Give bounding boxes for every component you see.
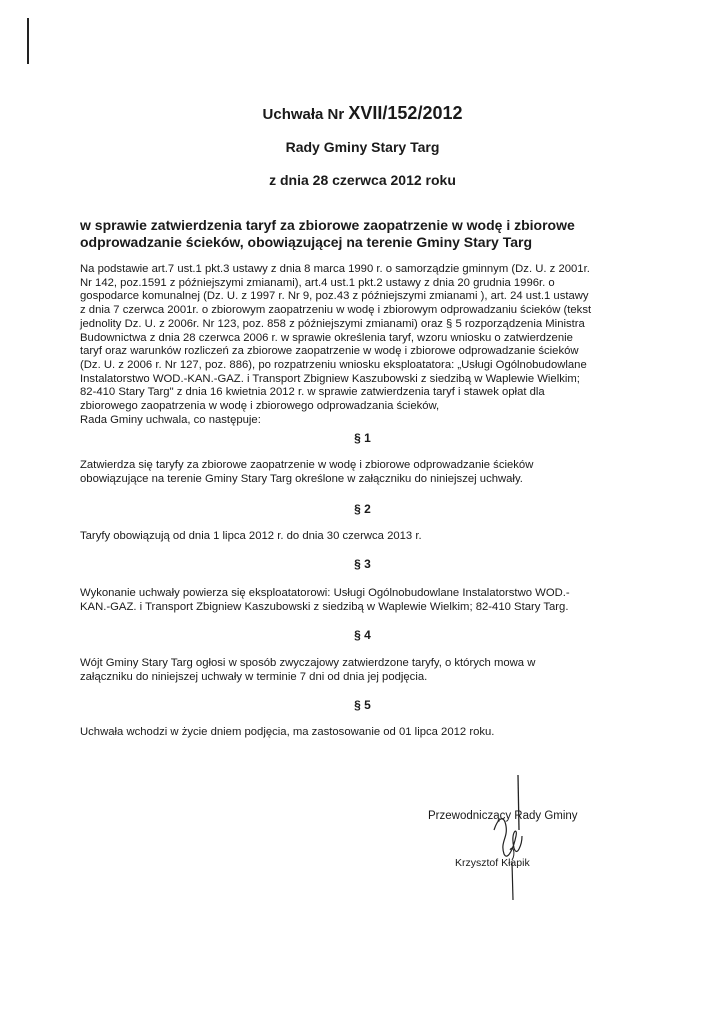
section-line: Wójt Gminy Stary Targ ogłosi w sposób zwyczajowy zatwierdzone taryfy, o których mowa w	[80, 657, 536, 669]
signature-title: Przewodniczący Rady Gminy	[428, 810, 578, 822]
section-line: załączniku do niniejszej uchwały w terminie 7 dni od dnia jej podjęcia.	[80, 670, 428, 683]
preamble-line: Na podstawie art.7 ust.1 pkt.3 ustawy z dnia 8 marca 1990 r. o samorządzie gminnym (Dz. U. z 2001r.	[80, 263, 590, 275]
resolution-date: z dnia 28 czerwca 2012 roku	[269, 172, 456, 188]
handwritten-signature	[470, 770, 550, 910]
council-name: Rady Gminy Stary Targ	[285, 139, 440, 155]
section-5-text	[80, 726, 636, 740]
section-line: Zatwierdza się taryfy za zbiorowe zaopatrzenie w wodę i zbiorowe odprowadzanie ścieków	[80, 459, 534, 471]
section-2-label: § 2	[354, 502, 371, 516]
preamble-line: Instalatorstwo WOD.-KAN.-GAZ. i Transport Zbigniew Kaszubowski z siedzibą w Waplewie Wielkim;	[80, 372, 580, 385]
title-prefix: Uchwała Nr	[262, 106, 345, 123]
section-line: Taryfy obowiązują od dnia 1 lipca 2012 r. do dnia 30 czerwca 2013 r.	[80, 530, 422, 542]
preamble-line: Budownictwa z dnia 28 czerwca 2006 r. w sprawie określenia taryf, wzoru wniosku o zatwierdzenie	[80, 331, 573, 344]
preamble-line: taryf oraz warunków rozliczeń za zbiorowe zaopatrzenie w wodę i zbiorowe odprowadzanie ścieków	[80, 345, 579, 358]
subject	[80, 217, 640, 251]
preamble-line: Nr 142, poz.1591 z późniejszymi zmianami), art.4 ust.1 pkt.2 ustawy z dnia 20 grudnia 1996r. o	[80, 276, 555, 289]
title-number: XVII/152/2012	[348, 103, 463, 123]
section-4-label: § 4	[354, 628, 371, 642]
subject-line: w sprawie zatwierdzenia taryf za zbiorowe zaopatrzenie w wodę i zbiorowe	[80, 217, 575, 233]
section-line: KAN.-GAZ. i Transport Zbigniew Kaszubowski z siedzibą w Waplewie Wielkim; 82-410 Stary Targ.	[80, 600, 569, 613]
preamble-line: z dnia 7 czerwca 2001r. o zbiorowym zaopatrzeniu w wodę i zbiorowym odprowadzaniu ścieków (tekst	[80, 304, 592, 317]
preamble-line: Rada Gminy uchwala, co następuje:	[80, 413, 261, 426]
subject-line: odprowadzanie ścieków, obowiązującej na terenie Gminy Stary Targ	[80, 234, 533, 250]
resolution-title	[0, 103, 725, 124]
signature-name: Krzysztof Kłapik	[455, 857, 530, 869]
section-line: Wykonanie uchwały powierza się eksploatatorowi: Usługi Ogólnobudowlane Instalatorstwo WOD.-	[80, 587, 570, 599]
section-3-label: § 3	[354, 557, 371, 571]
section-1-text	[80, 459, 636, 486]
preamble-line: (Dz. U. z 2006 r. Nr 127, poz. 886), po rozpatrzeniu wniosku eksploatatora: „Usługi Ogólnobudowlane	[80, 358, 587, 371]
preamble-line: zbiorowego zaopatrzenia w wodę i zbiorowego odprowadzania ścieków,	[80, 400, 440, 413]
section-line: obowiązujące na terenie Gminy Stary Targ określone w załączniku do niniejszej uchwały.	[80, 472, 523, 485]
section-1-label: § 1	[354, 431, 371, 445]
preamble-line: 82-410 Stary Targ" z dnia 16 kwietnia 2012 r. w sprawie zatwierdzenia taryf i stawek opłat dla	[80, 386, 545, 399]
margin-mark	[27, 18, 29, 64]
section-4-text	[80, 657, 636, 684]
section-3-text	[80, 587, 636, 614]
section-line: Uchwała wchodzi w życie dniem podjęcia, ma zastosowanie od 01 lipca 2012 roku.	[80, 726, 495, 738]
preamble-line: gospodarce komunalnej (Dz. U. z 1997 r. Nr 9, poz.43 z późniejszymi zmianami ), art. 24 ust.1 ustawy	[80, 290, 589, 303]
section-5-label: § 5	[354, 698, 371, 712]
preamble-line: jednolity Dz. U. z 2006r. Nr 123, poz. 858 z późniejszymi zmianami) oraz § 5 rozporządzenia Ministra	[80, 317, 585, 330]
preamble	[80, 263, 636, 427]
section-2-text	[80, 530, 636, 544]
